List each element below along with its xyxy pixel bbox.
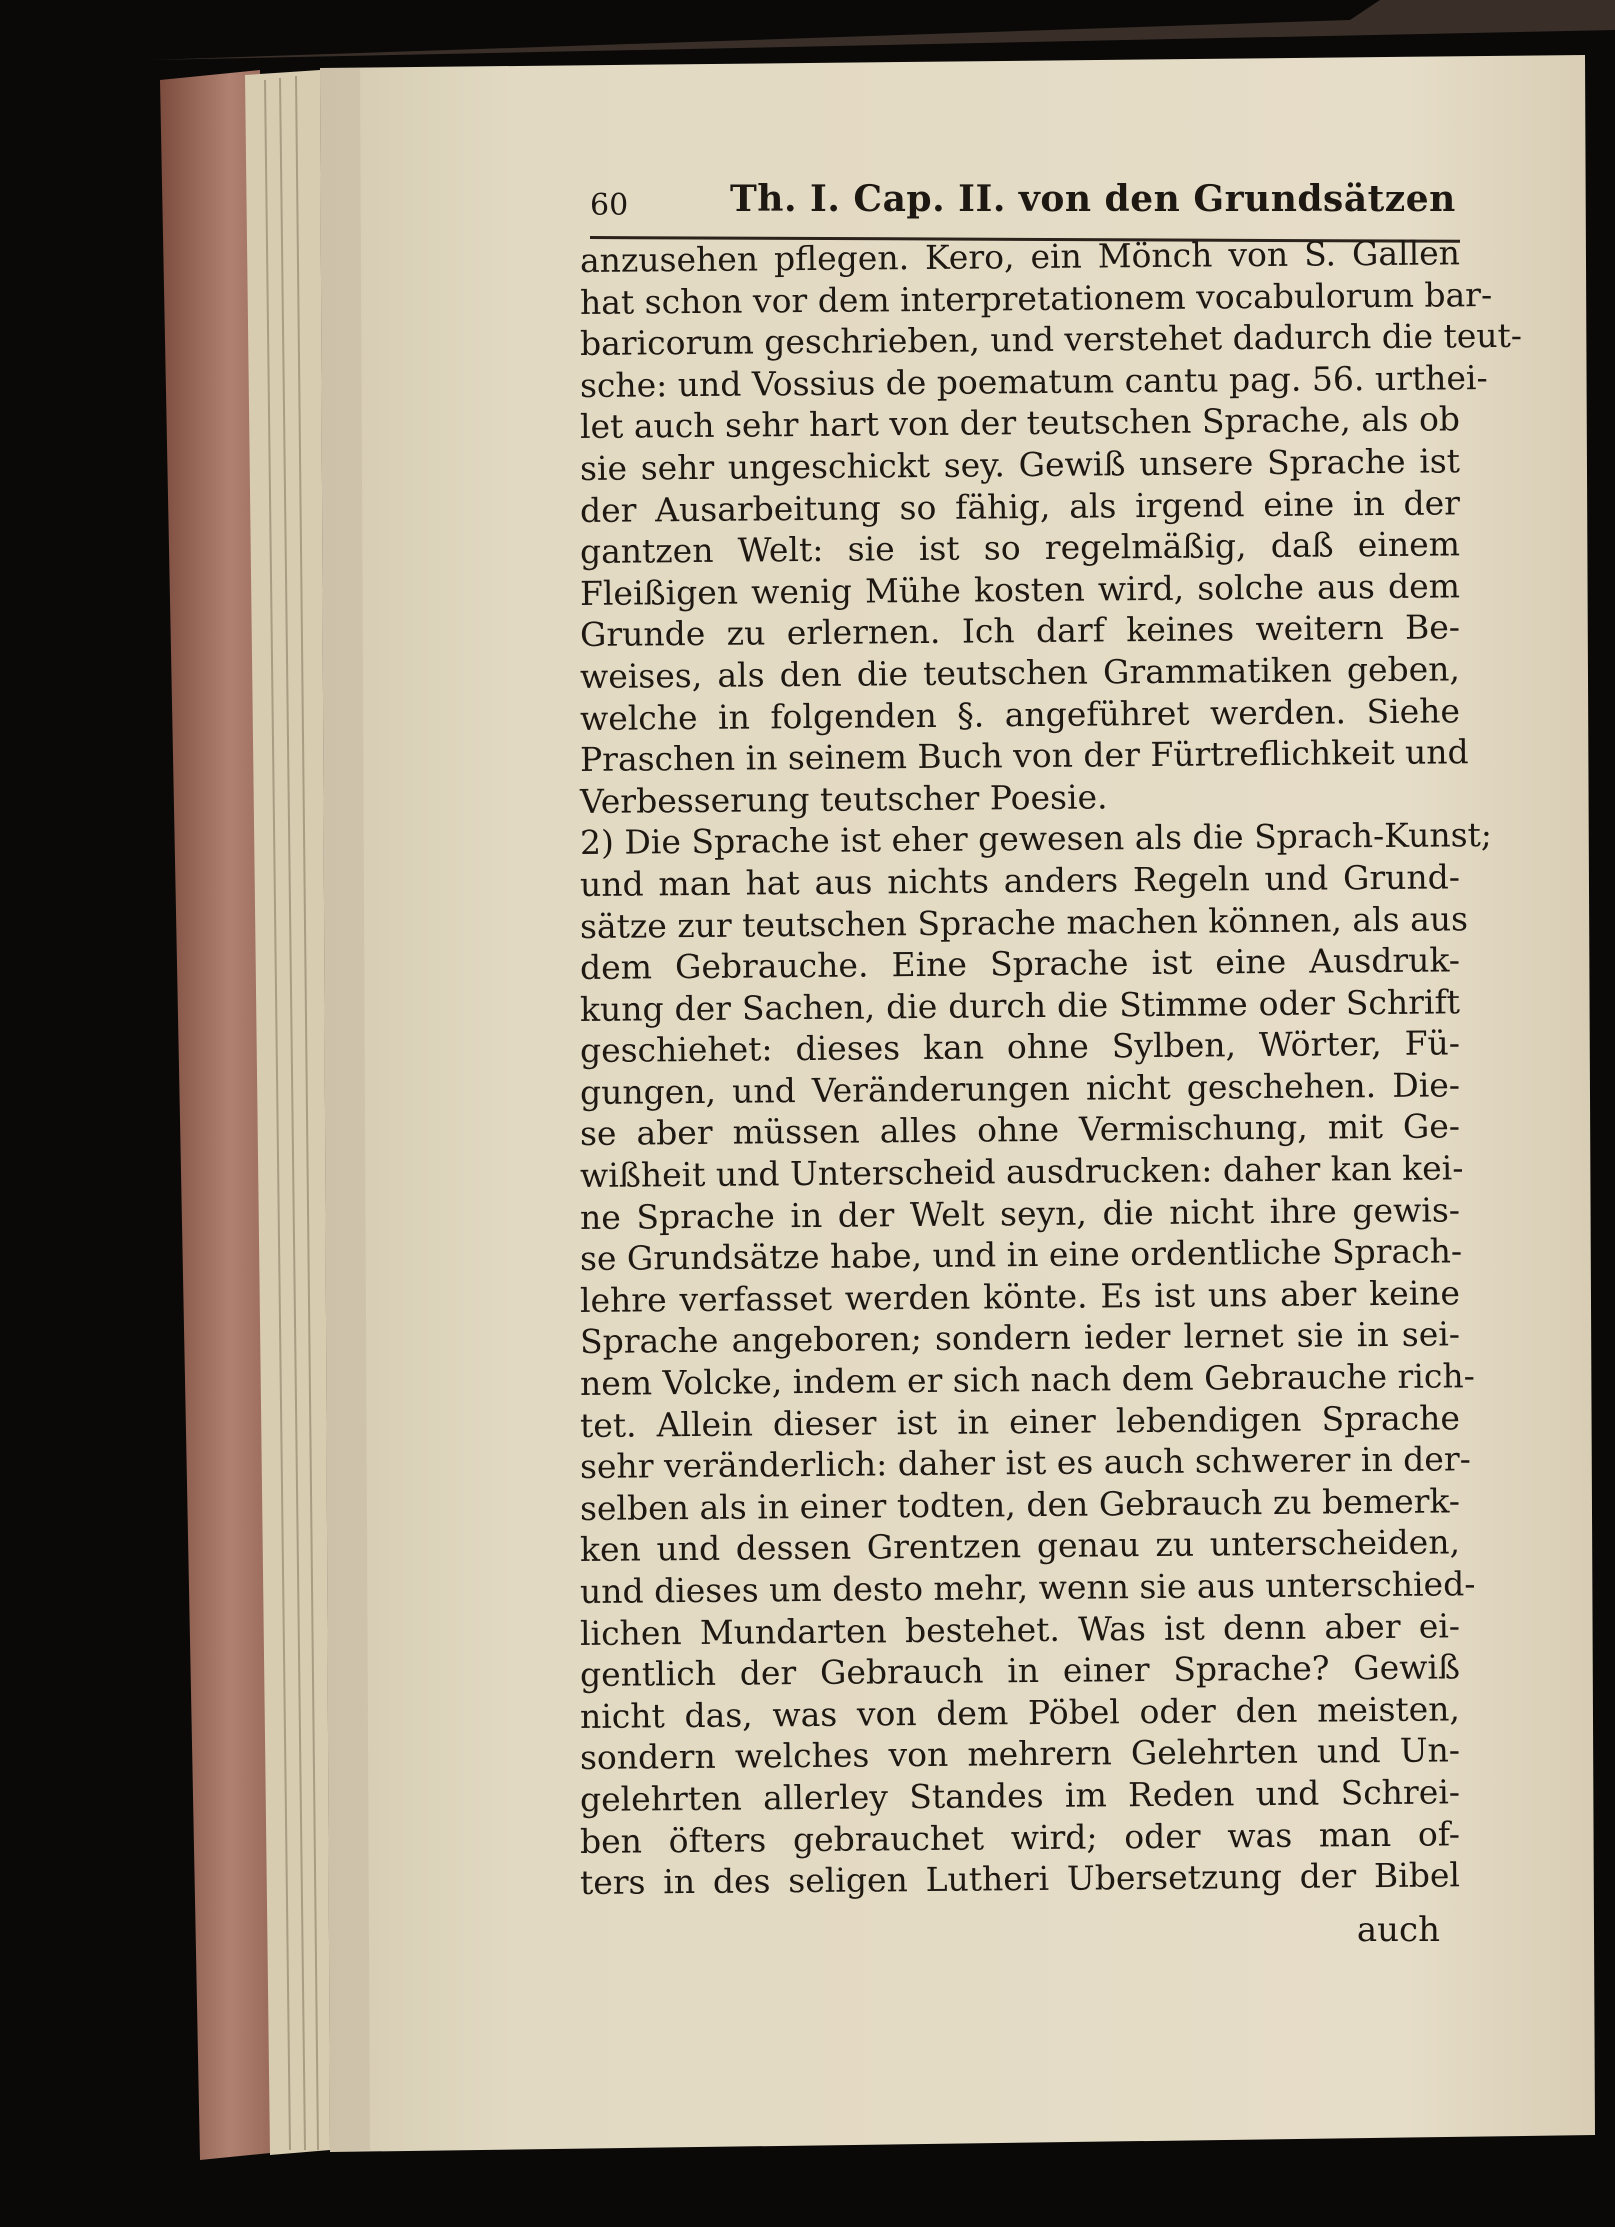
text-line: Sprache angeboren; sondern ieder lernet sie in sei- [579, 1314, 1461, 1362]
page-header [580, 170, 1460, 230]
text-line: tet. Allein dieser ist in einer lebendigen Sprache [579, 1397, 1461, 1445]
text-line: 2) Die Sprache ist eher gewesen als die Sprach-Kunst; [579, 815, 1493, 863]
text-line: nicht das, was von dem Pöbel oder den meisten, [579, 1689, 1461, 1736]
text-line: gungen, und Veränderungen nicht geschehen. Die- [579, 1065, 1461, 1112]
text-line: lehre verfasset werden könte. Es ist uns aber keine [579, 1273, 1461, 1320]
text-line: selben als in einer todten, den Gebrauch zu bemerk- [579, 1481, 1461, 1528]
text-line: nem Volcke, indem er sich nach dem Gebrauche rich- [579, 1356, 1475, 1404]
text-line: se Grundsätze habe, und in eine ordentliche Sprach- [579, 1231, 1463, 1279]
text-line: lichen Mundarten bestehet. Was ist denn aber ei- [579, 1605, 1461, 1653]
text-line: gantzen Welt: sie ist so regelmäßig, daß einem [579, 524, 1461, 572]
text-line: baricorum geschrieben, und verstehet dadurch die teut- [579, 315, 1523, 364]
text-line: und dieses um desto mehr, wenn sie aus unterschied- [579, 1564, 1476, 1611]
text-line: sondern welches von mehrern Gelehrten und Un- [579, 1730, 1461, 1778]
text-line: geschiehet: dieses kan ohne Sylben, Wörter, Fü- [579, 1023, 1461, 1071]
text-line: Verbesserung teutscher Poesie. [579, 777, 1108, 821]
body-text [579, 233, 1523, 1904]
catchword: auch [1356, 1910, 1440, 1950]
text-line: sche: und Vossius de poematum cantu pag. 56. urthei- [579, 357, 1488, 405]
text-line: ne Sprache in der Welt seyn, die nicht ihre gewis- [579, 1189, 1461, 1237]
text-line: ters in des seligen Lutheri Ubersetzung der Bibel [579, 1855, 1461, 1903]
text-line: der Ausarbeitung so fähig, als irgend eine in der [579, 482, 1461, 530]
text-line: wißheit und Unterscheid ausdrucken: daher kan kei- [579, 1148, 1464, 1196]
text-line: Fleißigen wenig Mühe kosten wird, solche aus dem [579, 566, 1461, 613]
text-line: gelehrten allerley Standes im Reden und Schrei- [579, 1772, 1461, 1819]
page-text [579, 170, 1523, 1990]
page-number: 60 [590, 188, 629, 223]
text-line: ben öfters gebrauchet wird; oder was man of- [579, 1813, 1461, 1861]
text-line: Praschen in seinem Buch von der Fürtreflichkeit und [579, 732, 1469, 780]
text-line: sätze zur teutschen Sprache machen können, als aus [579, 898, 1469, 946]
binding-top [150, 0, 1615, 60]
text-line: sehr veränderlich: daher ist es auch schwerer in der- [579, 1439, 1471, 1487]
text-line: anzusehen pflegen. Kero, ein Mönch von S. Gallen [579, 233, 1461, 280]
text-line: let auch sehr hart von der teutschen Sprache, als ob [579, 399, 1461, 447]
text-line: hat schon vor dem interpretationem vocabulorum bar- [579, 274, 1493, 322]
text-line: se aber müssen alles ohne Vermischung, mit Ge- [579, 1106, 1461, 1154]
text-line: sie sehr ungeschickt sey. Gewiß unsere Sprache ist [579, 441, 1461, 488]
running-head: Th. I. Cap. II. von den Grundsätzen [730, 178, 1456, 220]
text-line: Grunde zu erlernen. Ich darf keines weitern Be- [579, 607, 1461, 655]
text-line: ken und dessen Grentzen genau zu unterscheiden, [579, 1522, 1461, 1570]
text-line: dem Gebrauche. Eine Sprache ist eine Ausdruk- [579, 940, 1461, 988]
text-line: kung der Sachen, die durch die Stimme oder Schrift [579, 982, 1461, 1029]
text-line: welche in folgenden §. angeführet werden. Siehe [579, 690, 1461, 738]
text-line: und man hat aus nichts anders Regeln und Grund- [579, 857, 1461, 904]
text-line: gentlich der Gebrauch in einer Sprache? Gewiß [579, 1647, 1461, 1695]
text-line: weises, als den die teutschen Grammatiken geben, [579, 649, 1461, 696]
